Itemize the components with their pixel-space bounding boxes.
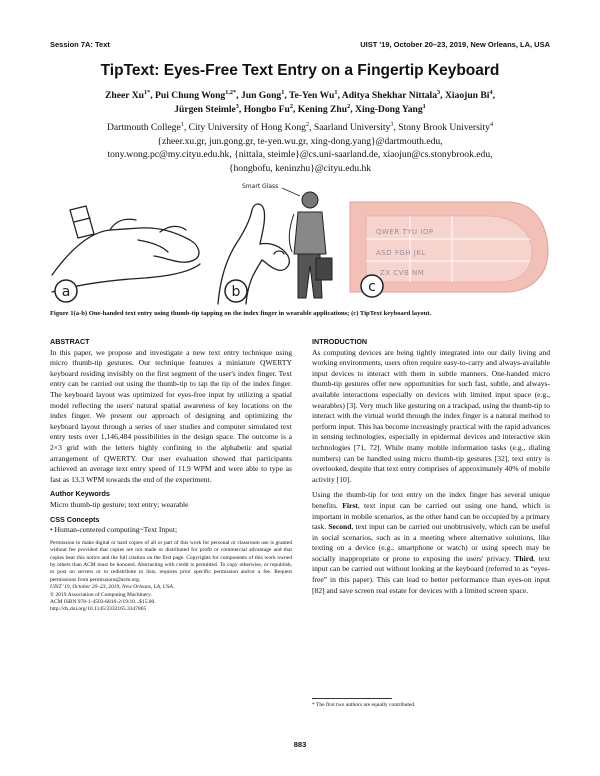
permission-isbn: ACM ISBN 978-1-4503-6816-2/19/10...$15.00. <box>50 598 156 605</box>
author-name: Kening Zhu <box>297 104 348 115</box>
keyboard-row-3: ZX CVB NM <box>380 269 425 277</box>
affiliation-sup: 4 <box>489 120 494 128</box>
author-sup: 4 <box>489 88 493 96</box>
author-name: Pui Chung Wong <box>155 90 226 101</box>
footnote: * The first two authors are equally contributed. <box>312 702 416 708</box>
author-sup: 1 <box>281 88 285 96</box>
author-name: Hongbo Fu <box>243 104 290 115</box>
panel-b-label: b <box>231 284 241 300</box>
author-name: Te-Yen Wu <box>288 90 335 101</box>
affiliation: Saarland University <box>313 122 391 133</box>
keyboard-row-1: QWER TYU IOP <box>376 228 434 236</box>
permission-notice: Permission to make digital or hard copies of all or part of this work for personal or classroom use is granted without fee provided that copies are not made or distributed for profit or commercial advantage and that copies bear this notice and the full citation on the first page. Copyrights for components of this work owned by others than ACM must be honored. Abstracting with credit is permitted. To copy otherwise, or republish, to post on servers or to redistribute to lists, requires prior specific permission and/or a fee. Request permissions from permissions@acm.org. <box>50 539 292 583</box>
ccs-heading: CSS Concepts <box>50 514 100 524</box>
panel-c-label: c <box>368 279 376 295</box>
author-name: Jun Gong <box>240 90 282 101</box>
author-sup: 3 <box>235 102 239 110</box>
ccs-text: • Human-centered computing~Text Input; <box>50 525 178 535</box>
panel-a-hand-illustration <box>52 206 200 292</box>
affiliation: City University of Hong Kong <box>188 122 306 133</box>
keywords-text: Micro thumb-tip gesture; text entry; wearable <box>50 499 189 509</box>
author-name: Xiaojun Bi <box>444 90 490 101</box>
introduction-heading: INTRODUCTION <box>312 337 368 346</box>
author-name: Xing-Dong Yang <box>355 104 423 115</box>
left-column <box>50 337 292 614</box>
person-illustration <box>282 188 332 298</box>
affiliation-block: Dartmouth College$^1$, City University of Hong Kong$^2$, Saarland University$^3$, Stony Brook University$^4$ {zheer.xu.gr, jun.gong.gr, te-yen.wu.gr, xing-dong.yang}@dartmouth.edu, tony.wong.pc@my.cityu.edu.hk, {nittala, steimle}@cs.uni-saarland.de, xiaojun@cs.stonybrook.edu, {hongbofu, keninzhu}@cityu.edu.hk <box>106 120 494 174</box>
author-name: Jürgen Steimle <box>174 104 236 115</box>
panel-a-label: a <box>61 284 71 300</box>
author-sup: 1* <box>143 88 151 96</box>
email-line: tony.wong.pc@my.cityu.edu.hk, {nittala, steimle}@cs.uni-saarland.de, xiaojun@cs.stonybrook.edu, <box>107 149 493 160</box>
affiliation: Dartmouth College <box>106 122 181 133</box>
session-label: Session 7A: Text <box>50 40 110 49</box>
author-sup: 2 <box>347 102 351 110</box>
author-sup: 1,2* <box>225 88 237 96</box>
author-sup: 1 <box>334 88 338 96</box>
introduction-paragraph-1: As computing devices are being tightly integrated into our daily living and working environments, users often require easy-to-carry and always-available input devices to interact with them in subtle manners. One-handed micro thumb-tip gestures offer new opportunities for such fast, subtle, and always-available interactions especially on devices with limited input space (e.g., wearables) [3]. Very much like gesturing on a trackpad, using the thumb-tip to interact with the virtual world through the index finger is a natural method to perform input. This has become increasingly practical with the rapid advances in sensing technologies, especially in epidermal devices and interactive skin technologies [71, 72]. While many mobile information tasks (e.g., dialing numbers) can be handled using micro thumb-tip gestures [32], text entry is overlooked, despite that text entry comprises of approximately 40% of mobile activity [10]. <box>312 347 550 484</box>
teaser-figure <box>50 180 550 305</box>
permission-conference: UIST '19, October 20–23, 2019, New Orleans, LA, USA. <box>50 584 175 591</box>
footnote-rule <box>312 698 392 699</box>
email-line: {hongbofu, keninzhu}@cityu.edu.hk <box>228 162 372 174</box>
smart-glass-label: Smart Glass <box>242 183 279 190</box>
venue-label: UIST '19, October 20–23, 2019, New Orleans, LA, USA <box>360 40 550 49</box>
permission-doi: http://dx.doi.org/10.1145/3332165.3347865 <box>50 606 147 613</box>
keyboard-row-2: ASD FGH JKL <box>376 249 426 257</box>
abstract-text: In this paper, we propose and investigate a new text entry technique using micro thumb-tip gestures. Our technique features a miniature QWERTY keyboard residing invisibly on the first segment of the user's index finger. Text entry can be carried out using the thumb-tip to tap the tip of the index finger. The keyboard layout was optimized for eyes-free input by utilizing a spatial model reflecting the users' natural spatial awareness of key locations on the index finger. We present our approach of designing and optimizing the keyboard layout through a series of user studies and computer simulated text entry tests over 1,146,484 possibilities in the design space. The outcome is a 2×3 grid with the letters highly confining to the alphabetic and spatial arrangement of QWERTY. Our user evaluation showed that participants achieved an average text entry speed of 11.9 WPM and were able to type as fast as 13.3 WPM towards the end of the experiment. <box>50 347 292 484</box>
affiliation-sup: 2 <box>305 120 310 128</box>
affiliation-sup: 1 <box>180 120 184 128</box>
page-number: 883 <box>293 740 307 749</box>
author-sup: 1 <box>422 102 426 110</box>
author-name: Zheer Xu <box>104 90 144 101</box>
figure-illustration <box>50 180 550 305</box>
author-list: Zheer $Xu^{1*}$, Pui Chung Wong$^{1,2*}$, Jun Gong$^1$, Te-Yen Wu$^1$, Aditya Shekhar Nittala$^3$, Xiaojun Bi$^4$, Jürgen Steimle$^3$, Hongbo Fu$^2$, Kening Zhu$^2$, Xing-Dong Yang$^1$ <box>104 88 496 115</box>
abstract-heading: ABSTRACT <box>50 337 90 346</box>
affiliation-sup: 3 <box>390 120 394 128</box>
right-column <box>312 337 550 596</box>
author-name: Aditya Shekhar Nittala <box>341 90 438 101</box>
introduction-paragraph-2: Using the thumb-tip for text entry on the index finger has several unique benefits. First, text input can be carried out using one hand, which is important in mobile scenarios, as the other hand can be occupied by a primary task. Second, text input can be carried out unobtrusively, which can be useful in social scenarios, such as in a meeting where alternative solutions, like texting on a device (e.g., smartphone or watch) or using speech may be socially inappropriate or prone to exposing the users' privacy. Third, text input can be carried out without looking at the keyboard (referred to as “eyes-free” in this paper). This can lead to better performance than eyes-on input [82] and save screen real estate for devices with a limited screen space. <box>312 490 551 595</box>
permission-copyright: © 2019 Association of Computing Machinery. <box>50 591 152 598</box>
paper-title: TipText: Eyes-Free Text Entry on a Fingertip Keyboard <box>100 62 500 79</box>
author-sup: 3 <box>437 88 441 96</box>
figure-caption: Figure 1(a-b) One-handed text entry using thumb-tip tapping on the index finger in wearable applications; (c) TipText keyboard layout. <box>50 310 432 317</box>
keywords-heading: Author Keywords <box>50 489 110 499</box>
email-line: {zheer.xu.gr, jun.gong.gr, te-yen.wu.gr, xing-dong.yang}@dartmouth.edu, <box>157 135 443 147</box>
affiliation: Stony Brook University <box>398 122 490 133</box>
author-sup: 2 <box>289 102 293 110</box>
